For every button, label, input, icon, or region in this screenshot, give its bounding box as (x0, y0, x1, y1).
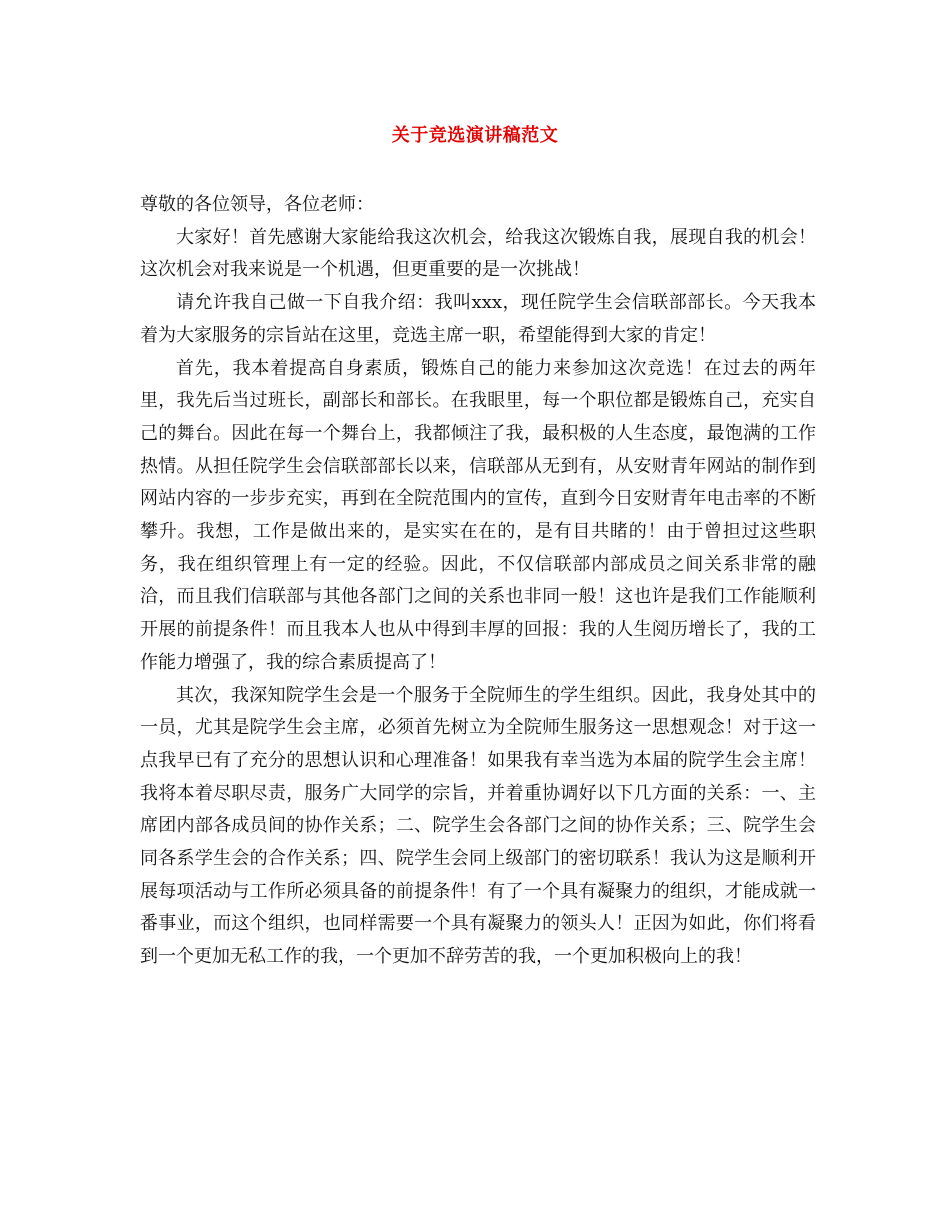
paragraph-1: 大家好！首先感谢大家能给我这次机会，给我这次锻炼自我，展现自我的机会！这次机会对我来说是一个机遇，但更重要的是一次挑战！ (140, 226, 816, 281)
document-title: 关于竞选演讲稿范文 (391, 125, 559, 146)
salutation: 尊敬的各位领导，各位老师： (140, 194, 374, 215)
paragraph-2: 请允许我自己做一下自我介绍：我叫xxx，现任院学生会信联部部长。今天我本着为大家服务的宗旨站在这里，竞选主席一职，希望能得到大家的肯定！ (140, 292, 816, 346)
paragraph-3: 首先，我本着提高自身素质，锻炼自己的能力来参加这次竞选！在过去的两年里，我先后当过班长，副部长和部长。在我眼里，每一个职位都是锻炼自己，充实自己的舞台。因此在每一个舞台上，我都倾注了我，最积极的人生态度，最饱满的工作热情。从担任院学生会信联部部长以来，信联部从无到有，从安财青年网站的制作到网站内容的一步步充实，再到在全院范围内的宣传，直到今日安财青年电击率的不断攀升。我想，工作是做出来的，是实实在在的，是有目共睹的！由于曾担过这些职务，我在组织管理上有一定的经验。因此，不仅信联部内部成员之间关系非常的融洽，而且我们信联部与其他各部门之间的关系也非同一般！这也许是我们工作能顺利开展的前提条件！而且我本人也从中得到丰厚的回报：我的人生阅历增长了，我的工作能力增强了，我的综合素质提高了！ (140, 357, 816, 673)
paragraph-4: 其次，我深知院学生会是一个服务于全院师生的学生组织。因此，我身处其中的一员，尤其是院学生会主席，必须首先树立为全院师生服务这一思想观念！对于这一点我早已有了充分的思想认识和心理准备！如果我有幸当选为本届的院学生会主席！我将本着尽职尽责，服务广大同学的宗旨，并着重协调好以下几方面的关系：一、主席团内部各成员间的协作关系；二、院学生会各部门之间的协作关系；三、院学生会同各系学生会的合作关系；四、院学生会同上级部门的密切联系！我认为这是顺利开展每项活动与工作所必须具备的前提条件！有了一个具有凝聚力的组织，才能成就一番事业，而这个组织，也同样需要一个具有凝聚力的领头人！正因为如此，你们将看到一个更加无私工作的我，一个更加不辞劳苦的我，一个更加积极向上的我！ (140, 684, 816, 968)
document-body (140, 189, 816, 974)
